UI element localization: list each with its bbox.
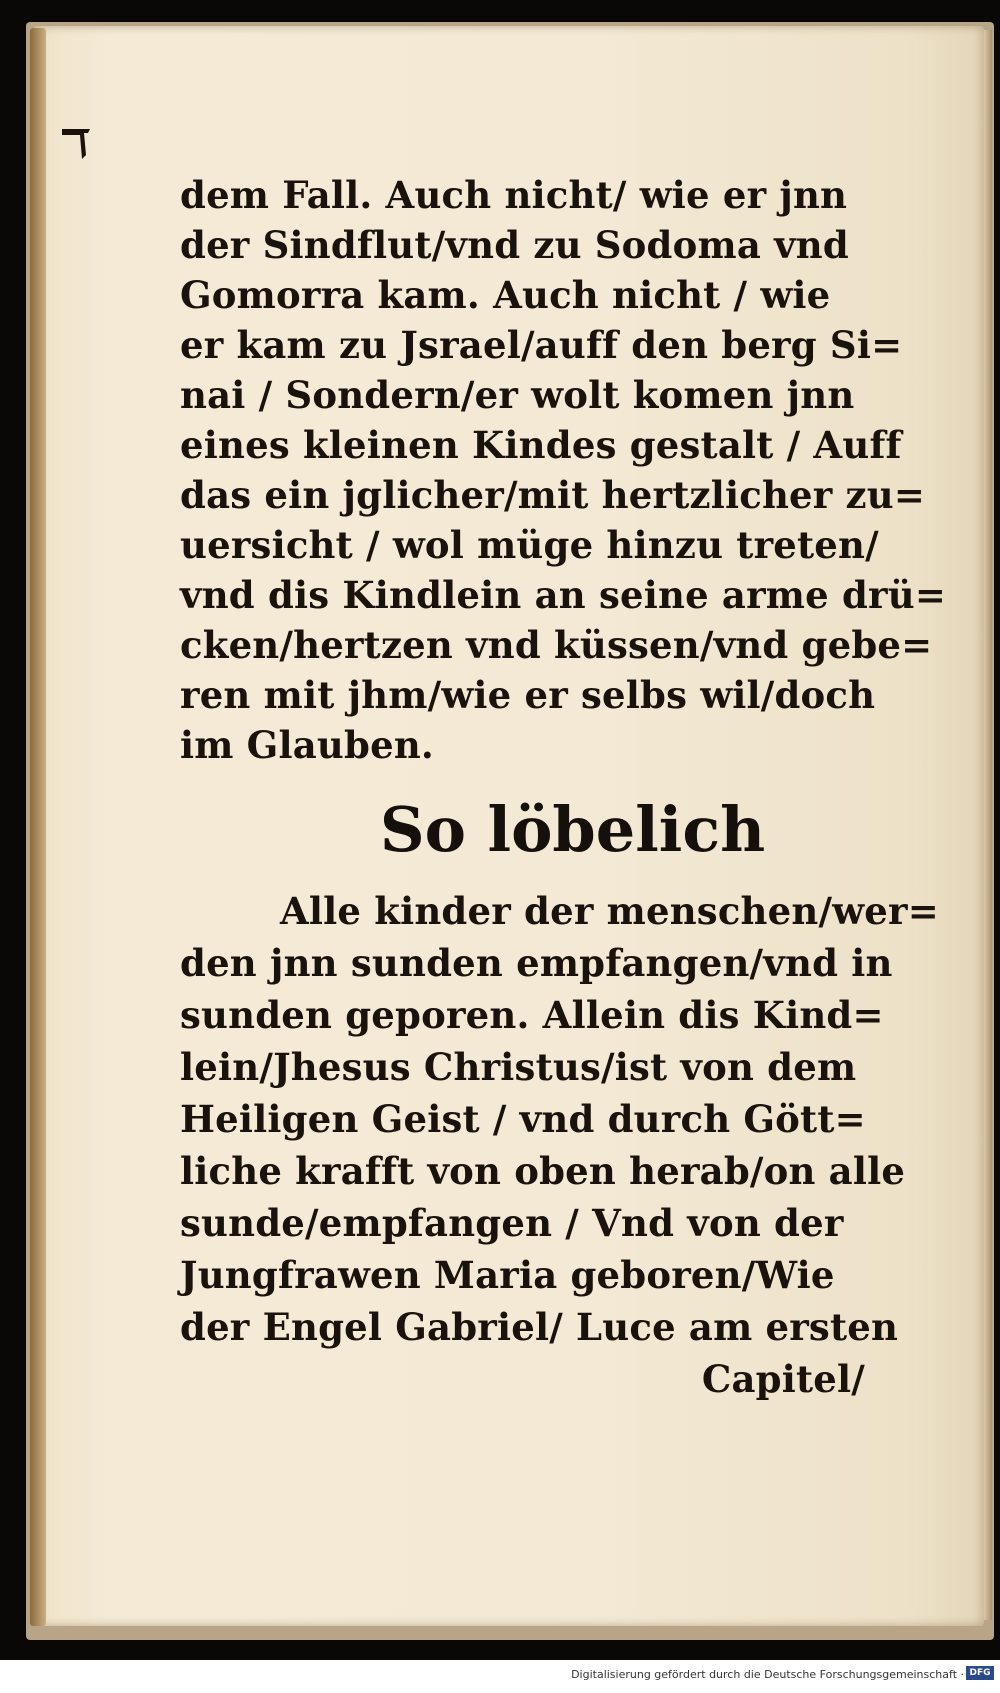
section-heading: So löbelich [379,793,766,866]
catchword: Capitel/ [701,1357,865,1401]
text-line: dem Fall. Auch nicht/ wie er jnn [180,173,848,217]
paragraph-1 [180,170,965,770]
text-line: cken/hertzen vnd küssen/vnd gebe= [180,623,933,667]
text-line: Jungfrawen Maria geboren/Wie [180,1253,835,1297]
footer-credit: Digitalisierung gefördert durch die Deutsche Forschungsgemeinschaft · [571,1668,964,1681]
text-line: ren mit jhm/wie er selbs wil/doch [180,673,876,717]
text-block [180,170,965,1401]
page-fore-edge [984,30,992,1620]
text-line: Heiligen Geist / vnd durch Gött= [180,1097,866,1141]
text-line: das ein jglicher/mit hertzlicher zu= [180,473,926,517]
text-line: der Engel Gabriel/ Luce am ersten [180,1305,899,1349]
paragraph-2 [180,885,965,1405]
text-line: uersicht / wol müge hinzu treten/ [180,523,879,567]
text-line: Gomorra kam. Auch nicht / wie [180,273,831,317]
text-line: liche krafft von oben herab/on alle [180,1149,906,1193]
text-line: vnd dis Kindlein an seine arme drü= [180,573,947,617]
page-tab-mark [60,125,100,165]
text-line: er kam zu Jsrael/auff den berg Si= [180,323,903,367]
text-line: Alle kinder der menschen/wer= [280,889,939,933]
digitization-footer [0,1660,1000,1693]
text-line: sunden geporen. Allein dis Kind= [180,993,884,1037]
text-line: sunde/empfangen / Vnd von der [180,1201,844,1245]
book-binding [30,28,46,1626]
text-line: den jnn sunden empfangen/vnd in [180,941,893,985]
text-line: eines kleinen Kindes gestalt / Auff [180,423,902,467]
dfg-logo: DFG [966,1666,994,1680]
text-line: lein/Jhesus Christus/ist von dem [180,1045,857,1089]
text-line: der Sindflut/vnd zu Sodoma vnd [180,223,849,267]
text-line: im Glauben. [180,723,435,767]
text-line: nai / Sondern/er wolt komen jnn [180,373,855,417]
